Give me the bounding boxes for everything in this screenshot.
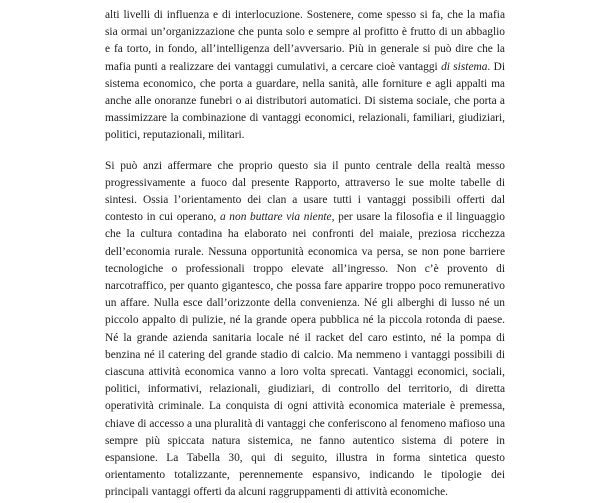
paragraph-sistema bbox=[105, 7, 505, 145]
document-page bbox=[105, 7, 505, 502]
paragraph-1-text-b: . Di sistema economico, che porta a guardare, nella sanità, alle forniture e agli appalti ma anche alle onoranze funebri o ai distributori automatici. Di sistema sociale, che porta a massimizzare la combinazione di vantaggi economici, relazionali, familiari, giudiziari, politici, reputazionali, militari. bbox=[105, 60, 505, 142]
paragraph-1-text-a: alti livelli di influenza e di interlocuzione. Sostenere, come spesso si fa, che la mafia sia ormai un’organizzazione che punta solo e sempre al profitto è frutto di un abbaglio e fa torto, in fondo, all’intelligenza dell’avversario. Più in generale si può dire che la mafia punti a realizzare dei vantaggi cumulativi, a cercare cioè vantaggi bbox=[105, 9, 505, 73]
paragraph-vantaggi bbox=[105, 158, 505, 502]
paragraph-2-text-a: Si può anzi affermare che proprio questo sia il punto centrale della realtà messo progressivamente a fuoco dal presente Rapporto, attraverso le sue molte tabelle di sintesi. Ossia l’orientamento dei clan a usare tutti i vantaggi possibili offerti dal contesto in cui operano, bbox=[105, 159, 505, 224]
paragraph-2-italic-non-buttare: a non buttare via niente bbox=[219, 211, 332, 224]
paragraph-2-text-b: , per usare la filosofia e il linguaggio che la cultura contadina ha elaborato nei confronti del maiale, preziosa ricchezza dell’economia rurale. Nessuna opportunità economica va persa, se non pone barriere tecnologiche o professionali troppo elevate all’ingresso. Non c’è provento di narcotraffico, per quanto gigantesco, che possa fare apparire troppo poco remunerativo un affare. Nulla esce dall’orizzonte della convenienza. Né gli alberghi di lusso né un piccolo appalto di pulizie, né la grande opera pubblica né la piccola rotonda di paese. Né la grande azienda sanitaria locale né il racket del caro estinto, né la pompa di benzina né il catering del grande stadio di calcio. Ma nemmeno i vantaggi possibili di ciascuna attività economica vanno a loro volta sprecati. Vantaggi economici, sociali, politici, informativi, relazionali, giudiziari, di controllo del territorio, di diretta operatività criminale. La conquista di ogni attività economica materiale è premessa, chiave di accesso a una pluralità di vantaggi che conferiscono al fenomeno mafioso una sempre più spiccata natura sistemica, ne fanno autentico sistema di potere in espansione. La Tabella 30, qui di seguito, illustra in forma sintetica questo orientamento totalizzante, perennemente espansivo, indicando le tipologie dei principali vantaggi offerti da alcuni raggruppamenti di attività economiche. bbox=[105, 211, 505, 499]
paragraph-1-italic-di-sistema: di sistema bbox=[441, 60, 488, 73]
